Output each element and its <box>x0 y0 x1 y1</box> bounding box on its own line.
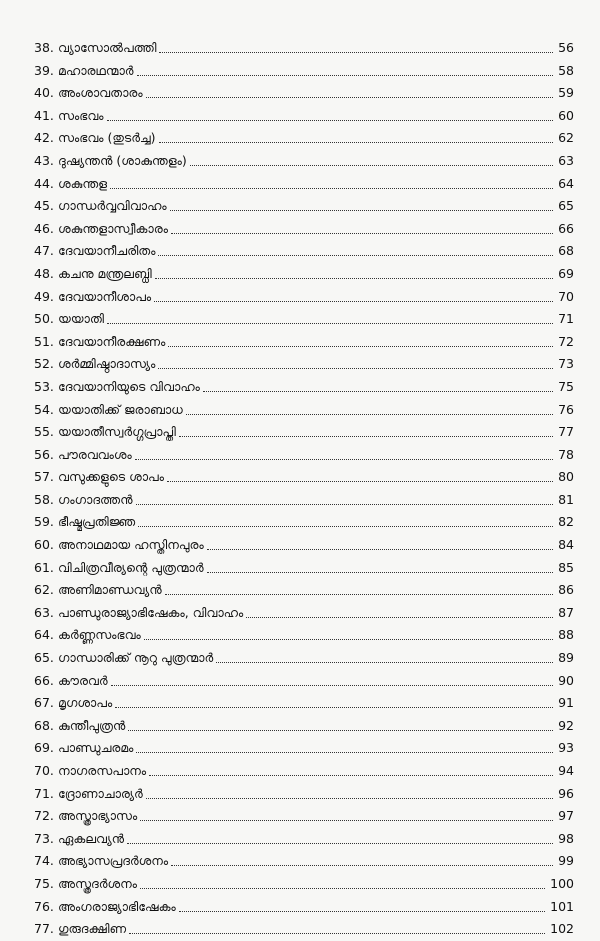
toc-entry-number: 52. <box>34 356 54 372</box>
toc-entry-title: ശകുന്തളാസ്വീകാരം <box>58 220 168 236</box>
toc-entry-number: 56. <box>34 446 54 462</box>
toc-entry-page: 65 <box>558 198 574 214</box>
dot-leader <box>179 436 553 437</box>
toc-entry-page: 66 <box>558 220 574 236</box>
toc-entry-page: 90 <box>558 672 574 688</box>
toc-entry-title: ദേവയാനീരക്ഷണം <box>58 333 166 349</box>
toc-entry-number: 72. <box>34 808 54 824</box>
toc-entry-number: 76. <box>34 898 54 914</box>
dot-leader <box>146 798 553 799</box>
toc-entry-number: 42. <box>34 130 54 146</box>
toc-entry-page: 77 <box>558 424 574 440</box>
toc-entry-title: മഹാരഥന്മാർ <box>58 62 134 78</box>
dot-leader <box>186 414 553 415</box>
toc-entry-title: ഭീഷ്മപ്രതിജ്ഞ <box>58 514 136 530</box>
toc-entry <box>0 805 600 828</box>
toc-entry <box>0 850 600 873</box>
toc-entry-title: പാണ്ഡുരാജ്യാഭിഷേകം, വിവാഹം <box>58 604 244 620</box>
toc-entry-page: 63 <box>558 152 574 168</box>
toc-entry-number: 48. <box>34 265 54 281</box>
toc-entry-title: അസ്ത്രാഭ്യാസം <box>58 808 138 824</box>
toc-entry-number: 69. <box>34 740 54 756</box>
toc-entry-page: 58 <box>558 62 574 78</box>
toc-entry-number: 55. <box>34 424 54 440</box>
dot-leader <box>128 730 553 731</box>
dot-leader <box>158 368 553 369</box>
toc-entry-title: ദ്രോണാചാര്യർ <box>58 785 143 801</box>
toc-entry-number: 62. <box>34 582 54 598</box>
toc-entry-page: 60 <box>558 107 574 123</box>
toc-entry-number: 46. <box>34 220 54 236</box>
toc-entry-page: 96 <box>558 785 574 801</box>
dot-leader <box>107 323 553 324</box>
toc-entry-number: 38. <box>34 40 54 55</box>
toc-entry-number: 47. <box>34 243 54 259</box>
toc-entry-page: 100 <box>550 875 574 891</box>
toc-entry-number: 41. <box>34 107 54 123</box>
toc-entry-number: 71. <box>34 785 54 801</box>
toc-entry-title: ഏകലവ്യൻ <box>58 830 125 846</box>
toc-entry-page: 64 <box>558 175 574 191</box>
toc-entry-number: 65. <box>34 650 54 666</box>
dot-leader <box>146 97 553 98</box>
toc-entry-number: 58. <box>34 491 54 507</box>
dot-leader <box>129 933 545 934</box>
toc-entry <box>0 489 600 512</box>
toc-entry-page: 85 <box>558 559 574 575</box>
dot-leader <box>135 459 553 460</box>
toc-entry <box>0 286 600 309</box>
toc-entry <box>0 444 600 467</box>
toc-entry-title: വസുക്കളുടെ ശാപം <box>58 469 164 485</box>
toc-entry-number: 44. <box>34 175 54 191</box>
dot-leader <box>216 662 553 663</box>
dot-leader <box>110 188 553 189</box>
toc-entry <box>0 918 600 941</box>
dot-leader <box>140 888 545 889</box>
toc-entry-title: ഗംഗാദത്തൻ <box>58 491 133 507</box>
toc-entry <box>0 37 600 60</box>
toc-entry-number: 54. <box>34 401 54 417</box>
toc-entry <box>0 376 600 399</box>
dot-leader <box>159 142 553 143</box>
dot-leader <box>137 75 553 76</box>
toc-entry-page: 80 <box>558 469 574 485</box>
toc-entry-page: 82 <box>558 514 574 530</box>
toc-entry-number: 60. <box>34 537 54 553</box>
dot-leader <box>168 346 553 347</box>
dot-leader <box>246 617 553 618</box>
toc-entry-number: 66. <box>34 672 54 688</box>
toc-entry-title: വിചിത്രവീര്യന്റെ പുത്രന്മാർ <box>58 559 204 575</box>
toc-entry <box>0 896 600 919</box>
toc-entry <box>0 602 600 625</box>
dot-leader <box>136 752 553 753</box>
toc-entry <box>0 624 600 647</box>
dot-leader <box>179 911 545 912</box>
toc-entry-number: 45. <box>34 198 54 214</box>
toc-entry <box>0 173 600 196</box>
toc-entry-title: ഗുരുദക്ഷിണ <box>58 921 127 937</box>
toc-entry-number: 39. <box>34 62 54 78</box>
toc-entry <box>0 60 600 83</box>
toc-entry <box>0 534 600 557</box>
dot-leader <box>159 52 553 53</box>
toc-entry-page: 93 <box>558 740 574 756</box>
toc-entry <box>0 828 600 851</box>
toc-entry <box>0 150 600 173</box>
dot-leader <box>158 255 553 256</box>
toc-entry <box>0 557 600 580</box>
toc-entry-title: പൗരവവംശം <box>58 446 132 462</box>
toc-entry-title: പാണ്ഡുചരമം <box>58 740 134 756</box>
toc-entry-title: യയാതീസ്വർഗ്ഗപ്രാപ്തി <box>58 424 176 440</box>
toc-entry-title: സംഭവം <box>58 107 104 123</box>
toc-entry <box>0 240 600 263</box>
toc-entry-number: 70. <box>34 763 54 778</box>
dot-leader <box>165 594 553 595</box>
toc-entry-title: ശകുന്തള <box>58 175 108 191</box>
toc-entry-page: 76 <box>558 401 574 417</box>
toc-entry-number: 74. <box>34 853 54 869</box>
toc-entry <box>0 579 600 602</box>
toc-entry-page: 72 <box>558 333 574 349</box>
toc-entry-number: 77. <box>34 921 54 937</box>
toc-entry <box>0 263 600 286</box>
toc-entry-title: മൃഗശാപം <box>58 695 113 711</box>
toc-entry <box>0 195 600 218</box>
toc-entry-page: 70 <box>558 288 574 304</box>
toc-entry-title: വ്യാസോൽപത്തി <box>58 40 157 55</box>
toc-entry-page: 75 <box>558 378 574 394</box>
toc-entry-number: 53. <box>34 378 54 394</box>
toc-entry-page: 68 <box>558 243 574 259</box>
toc-entry <box>0 127 600 150</box>
toc-entry-title: ദേവയാനീശാപം <box>58 288 152 304</box>
toc-entry <box>0 218 600 241</box>
toc-entry-page: 84 <box>558 537 574 553</box>
toc-entry-page: 99 <box>558 853 574 869</box>
toc-entry <box>0 873 600 896</box>
toc-entry <box>0 783 600 806</box>
toc-entry-title: അണിമാണ്ഡവ്യൻ <box>58 582 162 598</box>
toc-entry-title: അംശാവതാരം <box>58 85 143 101</box>
toc-entry-title: ദുഷ്യന്തൻ (ശാകുന്തളം) <box>58 152 187 168</box>
toc-entry <box>0 737 600 760</box>
toc-entry-title: യയാതി <box>58 311 105 327</box>
toc-entry-number: 68. <box>34 717 54 733</box>
dot-leader <box>190 165 553 166</box>
toc-entry <box>0 692 600 715</box>
dot-leader <box>144 639 553 640</box>
toc-entry <box>0 399 600 422</box>
toc-entry-page: 81 <box>558 491 574 507</box>
dot-leader <box>138 526 553 527</box>
toc-entry-number: 59. <box>34 514 54 530</box>
toc-entry-title: അംഗരാജ്യാഭിഷേകം <box>58 898 176 914</box>
toc-entry-number: 73. <box>34 830 54 846</box>
toc-entry-page: 87 <box>558 604 574 620</box>
dot-leader <box>149 775 553 776</box>
toc-entry-title: നാഗരസപാനം <box>58 763 147 778</box>
dot-leader <box>171 865 553 866</box>
dot-leader <box>107 120 553 121</box>
toc-entry-number: 75. <box>34 875 54 891</box>
toc-entry-number: 43. <box>34 152 54 168</box>
toc-entry-page: 91 <box>558 695 574 711</box>
toc-entry-page: 102 <box>550 921 574 937</box>
toc-entry-page: 59 <box>558 85 574 101</box>
dot-leader <box>115 707 553 708</box>
toc-entry-number: 57. <box>34 469 54 485</box>
toc-entry-page: 56 <box>558 40 574 55</box>
dot-leader <box>167 481 553 482</box>
toc-entry-page: 71 <box>558 311 574 327</box>
toc-entry-page: 98 <box>558 830 574 846</box>
dot-leader <box>127 843 553 844</box>
toc-entry <box>0 715 600 738</box>
toc-entry-page: 86 <box>558 582 574 598</box>
toc-entry-number: 61. <box>34 559 54 575</box>
toc-entry-number: 40. <box>34 85 54 101</box>
toc-entry-title: ഗാന്ധർവ്വവിവാഹം <box>58 198 167 214</box>
toc-entry <box>0 670 600 693</box>
dot-leader <box>155 278 553 279</box>
dot-leader <box>171 233 553 234</box>
toc-entry-page: 94 <box>558 763 574 778</box>
dot-leader <box>207 549 553 550</box>
toc-entry <box>0 353 600 376</box>
toc-entry-title: സംഭവം (തുടർച്ച) <box>58 130 156 146</box>
toc-entry-title: ശർമ്മിഷ്ഠാദാസ്യം <box>58 356 156 372</box>
toc-entry-title: യയാതിക്ക് ജരാബാധ <box>58 401 183 417</box>
dot-leader <box>207 572 553 573</box>
toc-entry-title: അനാഥമായ ഹസ്തിനപുരം <box>58 537 204 553</box>
toc-entry <box>0 647 600 670</box>
toc-entry-page: 73 <box>558 356 574 372</box>
toc-entry <box>0 105 600 128</box>
toc-entry-title: ഗാന്ധാരിക്ക് നൂറു പുത്രന്മാർ <box>58 650 214 666</box>
toc-entry-page: 92 <box>558 717 574 733</box>
toc-entry-page: 101 <box>550 898 574 914</box>
toc-entry <box>0 308 600 331</box>
dot-leader <box>136 504 553 505</box>
toc-entry-title: കചനു മന്ത്രലബ്ധി <box>58 265 152 281</box>
toc-entry-title: കർണ്ണസംഭവം <box>58 627 141 643</box>
toc-entry-page: 88 <box>558 627 574 643</box>
toc-entry <box>0 466 600 489</box>
toc-entry-title: കൗരവർ <box>58 672 108 688</box>
toc-entry-number: 49. <box>34 288 54 304</box>
dot-leader <box>111 685 553 686</box>
toc-entry-title: അഭ്യാസപ്രദർശനം <box>58 853 169 869</box>
dot-leader <box>154 301 553 302</box>
toc-entry-number: 51. <box>34 333 54 349</box>
toc-entry-number: 67. <box>34 695 54 711</box>
dot-leader <box>170 210 553 211</box>
toc-entry-page: 97 <box>558 808 574 824</box>
toc-entry-title: ദേവയാനീചരിതം <box>58 243 156 259</box>
toc-entry-page: 69 <box>558 265 574 281</box>
toc-entry-number: 63. <box>34 604 54 620</box>
toc-entry <box>0 82 600 105</box>
toc-entry-number: 64. <box>34 627 54 643</box>
toc-entry <box>0 511 600 534</box>
toc-entry-page: 62 <box>558 130 574 146</box>
table-of-contents <box>0 37 600 941</box>
toc-entry <box>0 331 600 354</box>
toc-entry-title: അസ്ത്രദർശനം <box>58 875 137 891</box>
toc-entry-page: 89 <box>558 650 574 666</box>
toc-entry-number: 50. <box>34 311 54 327</box>
toc-entry-page: 78 <box>558 446 574 462</box>
toc-entry-title: കുന്തീപുത്രൻ <box>58 717 126 733</box>
toc-entry <box>0 421 600 444</box>
dot-leader <box>203 391 553 392</box>
dot-leader <box>140 820 553 821</box>
toc-entry <box>0 760 600 783</box>
toc-entry-title: ദേവയാനിയുടെ വിവാഹം <box>58 378 200 394</box>
